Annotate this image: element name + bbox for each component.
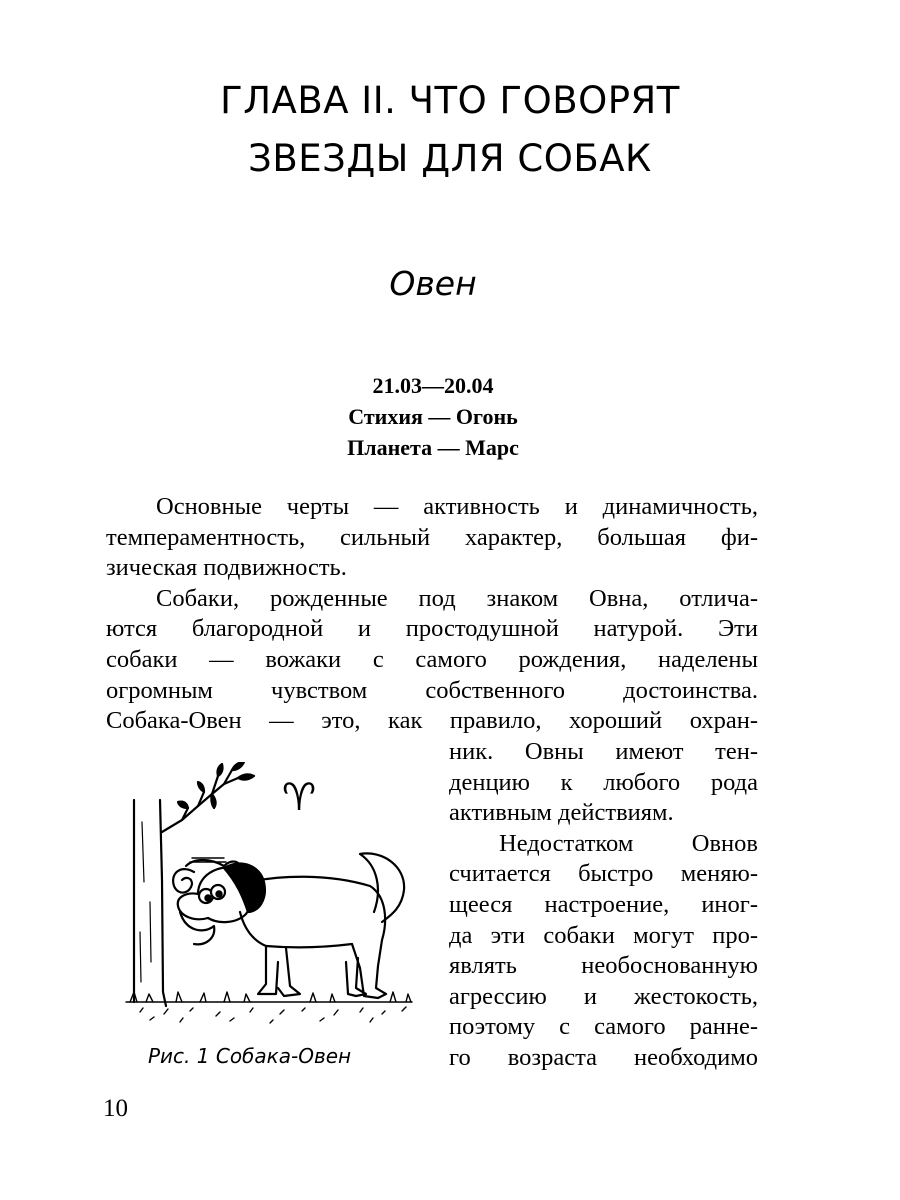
text-line: ник. Овны имеют тен- [449,738,758,765]
text-line: агрессию и жестокость, [449,982,758,1010]
text-line: считается быстро меняю- [449,860,758,888]
text-line: го возраста необходимо [449,1043,758,1071]
figure-caption: Рис. 1 Собака-Овен [148,1044,352,1068]
text-line: являть необоснованную [449,952,758,980]
text-line: зическая подвижность. [106,554,347,582]
main-paragraphs [106,492,758,737]
text-line: Основные черты — активность и динамичность, [156,493,758,520]
text-line: щееся настроение, иног- [449,890,758,918]
chapter-title [0,72,900,188]
text-line: поэтому с самого ранне- [449,1013,758,1041]
text-line: денцию к любого рода [449,768,758,796]
sign-facts [0,370,866,463]
text-line: темпераментность, сильный характер, большая фи- [106,523,758,551]
text-line: Собаки, рожденные под знаком Овна, отлича- [156,584,758,612]
sign-element: Стихия — Огонь [348,404,518,429]
text-line: да эти собаки могут про- [449,921,758,949]
sign-heading: Овен [389,264,477,303]
chapter-title-line-2: ЗВЕЗДЫ ДЛЯ СОБАК [248,137,652,180]
sign-dates: 21.03—20.04 [372,373,494,398]
text-line: огромным чувством собственного достоинства. [106,676,758,704]
text-line: собаки — вожаки с самого рождения, наделены [106,645,758,673]
aries-symbol-icon: ♈ [282,775,317,819]
sign-planet: Планета — Марс [347,435,519,460]
chapter-title-line-1: ГЛАВА II. ЧТО ГОВОРЯТ [220,79,680,122]
text-line: ются благородной и простодушной натурой. Эти [106,615,758,643]
side-paragraphs [449,737,758,1074]
dog-icon [173,853,404,998]
dog-aries-illustration [120,762,420,1032]
text-line: активным действиям. [449,799,674,827]
page-number: 10 [103,1095,128,1122]
text-line: Собака-Овен — это, как правило, хороший охран- [106,707,758,735]
text-line: Недостатком Овнов [499,829,758,857]
